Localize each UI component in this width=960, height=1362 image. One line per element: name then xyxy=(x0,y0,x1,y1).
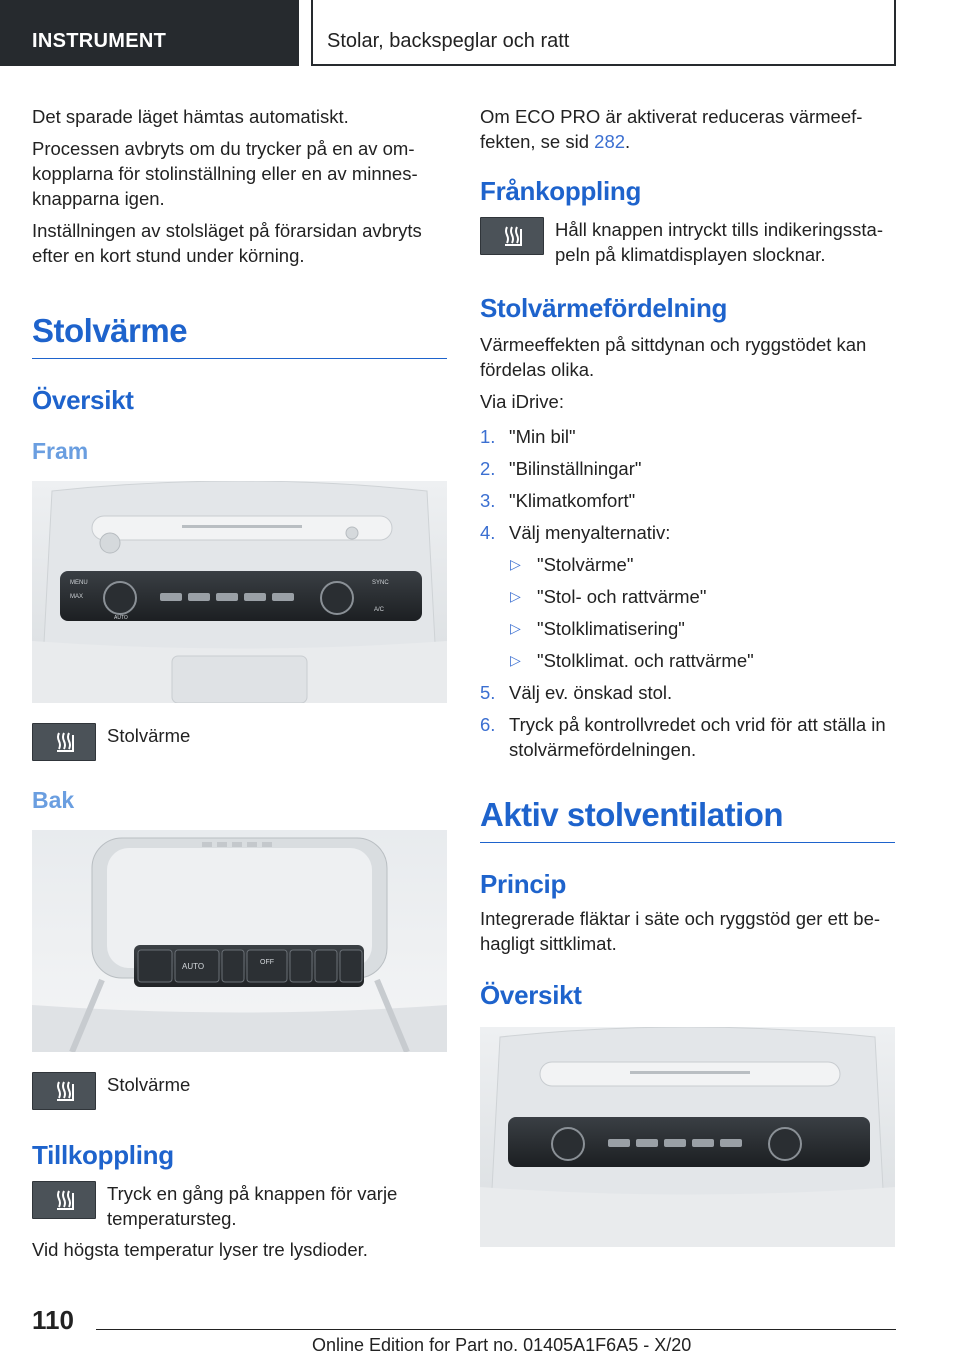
seat-heating-icon xyxy=(32,723,96,761)
option-marker: ▷ xyxy=(510,652,521,668)
paragraph: Värmeeffekten på sittdynan och ryggstödet kan fördelas olika. xyxy=(480,334,867,380)
step-text: Tryck på kontrollvredet och vrid för att ställa in stolvärmefördelningen. xyxy=(509,714,886,760)
legend-label: Stolvärme xyxy=(107,725,191,746)
rear-climate-panel-photo xyxy=(32,830,447,1052)
ventilation-panel-illustration xyxy=(480,1027,895,1247)
paragraph: Integrerade fläktar i säte och ryggstöd ger ett be-hagligt sittklimat. xyxy=(480,908,881,954)
page-ref-link[interactable]: 282 xyxy=(594,131,626,152)
seat-heating-icon xyxy=(32,1181,96,1219)
front-panel-max-label: MAX xyxy=(70,594,84,600)
chapter-heading-active-seat-ventilation: Aktiv stolventilation xyxy=(480,796,895,843)
eco-text: Om ECO PRO är aktiverat reduceras värmeef-fekten, se sid xyxy=(480,106,863,152)
eco-suffix: . xyxy=(625,131,631,152)
chapter-tab xyxy=(0,0,299,66)
seat-heating-icon xyxy=(480,217,544,255)
right-column xyxy=(480,104,895,1247)
step-text: Välj ev. önskad stol. xyxy=(509,682,673,703)
chapter-label: INSTRUMENT xyxy=(32,30,167,52)
step-text: "Klimatkomfort" xyxy=(509,490,636,511)
list-item xyxy=(480,616,895,641)
option-marker: ▷ xyxy=(510,588,521,604)
legend-label: Stolvärme xyxy=(107,1074,191,1095)
list-item xyxy=(480,456,895,481)
heading-principle: Princip xyxy=(480,869,567,899)
step-number: 4. xyxy=(480,522,496,543)
paragraph: Inställningen av stolsläget på förarsidan avbryts efter en kort stund under körning. xyxy=(32,220,422,266)
instruction-text: Håll knappen intryckt tills indikeringssta-peln på klimatdisplayen slocknar. xyxy=(555,219,883,265)
paragraph: Processen avbryts om du trycker på en av om-kopplarna för stolinställning eller en av minnes-knapparna igen. xyxy=(32,138,418,209)
step-text: "Stol- och rattvärme" xyxy=(537,586,707,607)
heading-rear: Bak xyxy=(32,787,75,813)
switch-off-instruction xyxy=(480,217,895,267)
step-text: "Bilinställningar" xyxy=(509,458,642,479)
list-item xyxy=(480,488,895,513)
section-label: Stolar, backspeglar och ratt xyxy=(327,30,570,52)
front-panel-auto-label: AUTO xyxy=(114,615,128,621)
list-item xyxy=(480,712,895,762)
edition-text: Online Edition for Part no. 01405A1F6A5 - X/20 xyxy=(312,1335,692,1355)
front-panel-ac-label: A/C xyxy=(374,607,385,613)
list-item xyxy=(480,680,895,705)
front-panel-sync-label: SYNC xyxy=(372,580,389,586)
heading-heat-distribution: Stolvärmefördelning xyxy=(480,293,728,323)
step-number: 3. xyxy=(480,490,496,511)
heading-front: Fram xyxy=(32,438,89,464)
list-item xyxy=(480,648,895,673)
paragraph: Via iDrive: xyxy=(480,391,564,412)
paragraph: Vid högsta temperatur lyser tre lysdioder. xyxy=(32,1239,368,1260)
front-climate-panel-photo xyxy=(32,481,447,703)
heading-switch-off: Frånkoppling xyxy=(480,176,642,206)
rear-panel-auto-label: AUTO xyxy=(182,962,205,971)
rear-panel-off-label: OFF xyxy=(260,959,274,966)
section-tab xyxy=(311,0,896,66)
option-marker: ▷ xyxy=(510,556,521,572)
idrive-steps xyxy=(480,424,895,762)
front-seat-heating-legend xyxy=(32,723,447,761)
page-header xyxy=(0,0,960,66)
list-item xyxy=(480,584,895,609)
paragraph: Det sparade läget hämtas automatiskt. xyxy=(32,106,349,127)
front-panel-illustration xyxy=(32,481,447,703)
ventilation-climate-panel-photo xyxy=(480,1027,895,1247)
list-item xyxy=(480,552,895,577)
list-item xyxy=(480,424,895,449)
step-number: 2. xyxy=(480,458,496,479)
front-panel-menu-label: MENU xyxy=(70,580,88,586)
step-number: 5. xyxy=(480,682,496,703)
left-column xyxy=(32,104,447,1269)
heading-switch-on: Tillkoppling xyxy=(32,1140,174,1170)
seat-heating-icon xyxy=(32,1072,96,1110)
step-text: Välj menyalternativ: xyxy=(509,522,671,543)
option-marker: ▷ xyxy=(510,620,521,636)
list-item xyxy=(480,520,895,545)
chapter-heading-seat-heating: Stolvärme xyxy=(32,312,447,359)
rear-panel-illustration xyxy=(32,830,447,1052)
rear-seat-heating-legend xyxy=(32,1072,447,1110)
eco-pro-note xyxy=(480,104,895,154)
step-number: 1. xyxy=(480,426,496,447)
instruction-text: Tryck en gång på knappen för varje temperatursteg. xyxy=(107,1183,398,1229)
step-text: "Stolklimat. och rattvärme" xyxy=(537,650,754,671)
page-footer xyxy=(0,1295,960,1362)
step-number: 6. xyxy=(480,714,496,735)
step-text: "Min bil" xyxy=(509,426,576,447)
heading-overview: Översikt xyxy=(32,385,134,415)
page-number: 110 xyxy=(32,1305,74,1335)
step-text: "Stolvärme" xyxy=(537,554,634,575)
heading-ventilation-overview: Översikt xyxy=(480,980,582,1010)
switch-on-instruction xyxy=(32,1181,447,1231)
step-text: "Stolklimatisering" xyxy=(537,618,685,639)
footer-rule xyxy=(96,1329,896,1330)
